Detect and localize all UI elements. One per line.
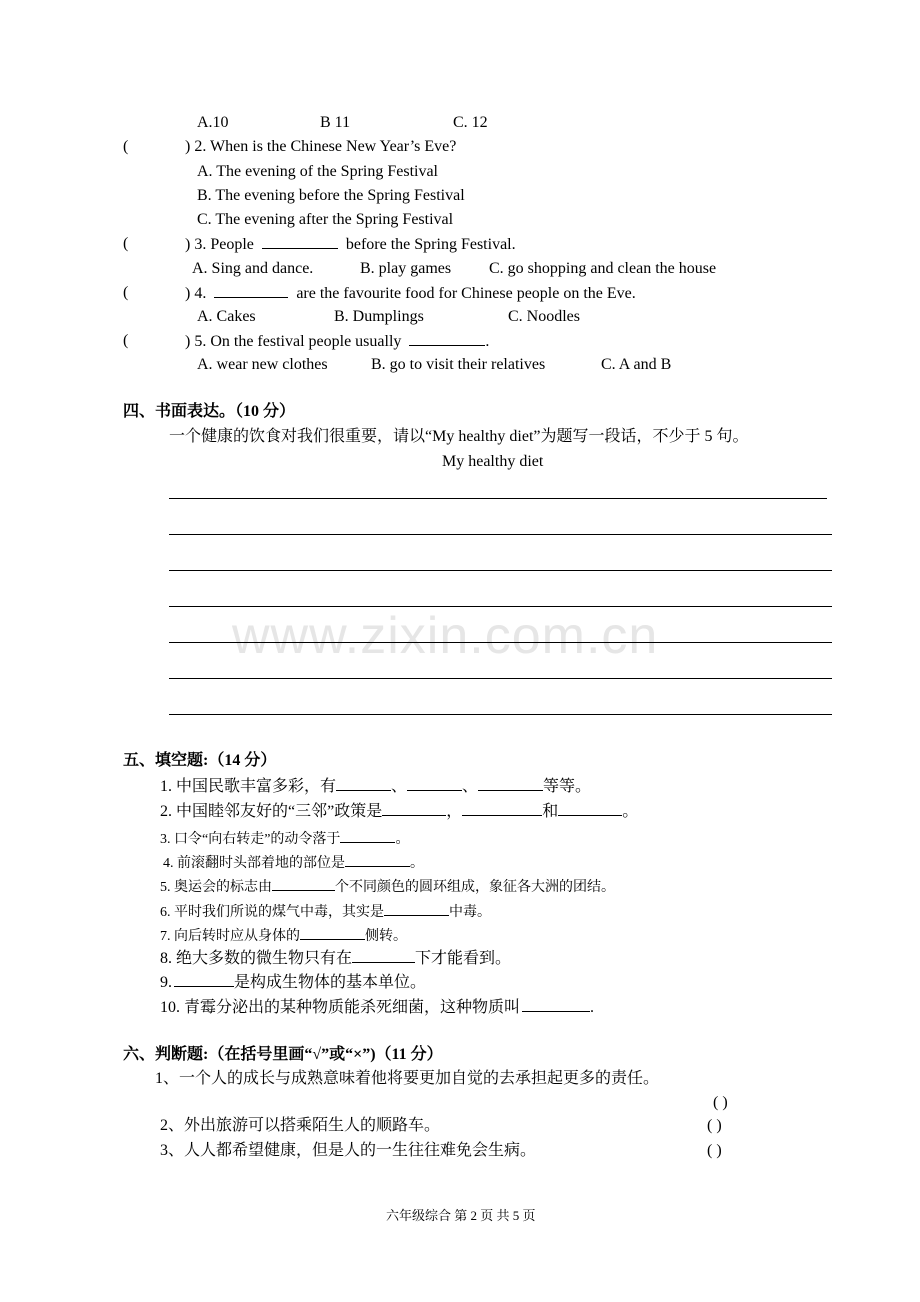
fill-text: 是构成生物体的基本单位。 bbox=[234, 974, 427, 991]
q4-answer-paren: ( bbox=[123, 284, 129, 301]
q3-blank[interactable] bbox=[262, 234, 338, 249]
essay-title: My healthy diet bbox=[442, 453, 544, 470]
q5-text-after: . bbox=[485, 333, 490, 350]
fill-blank[interactable] bbox=[478, 776, 543, 791]
q5-answer-paren: ( bbox=[123, 332, 129, 349]
fill-blank[interactable] bbox=[352, 948, 415, 963]
fill-text: 。 bbox=[622, 803, 639, 820]
fill-text: ， bbox=[446, 803, 463, 820]
fill-text: 8. 绝大多数的微生物只有在 bbox=[160, 950, 353, 967]
q3-option-b: B. play games bbox=[360, 260, 452, 277]
fill-text: 等等。 bbox=[543, 778, 592, 795]
fill-item-8 bbox=[160, 948, 511, 969]
judge-item-1: 1、一个人的成长与成熟意味着他将要更加自觉的去承担起更多的责任。 bbox=[155, 1070, 660, 1087]
fill-item-7 bbox=[160, 925, 407, 947]
judge-item-3: 3、人人都希望健康，但是人的一生往往难免会生病。 bbox=[160, 1142, 537, 1159]
q4-option-b: B. Dumplings bbox=[334, 308, 424, 325]
q5-option-b: B. go to visit their relatives bbox=[371, 356, 546, 373]
fill-text: 4. 前滚翻时头部着地的部位是 bbox=[163, 856, 345, 871]
fill-text: 个不同颜色的圆环组成，象征各大洲的团结。 bbox=[335, 880, 615, 895]
writing-line[interactable] bbox=[169, 714, 832, 715]
fill-blank[interactable] bbox=[522, 997, 590, 1012]
fill-text: 。 bbox=[410, 856, 424, 871]
fill-item-2 bbox=[160, 801, 638, 822]
watermark: www.zixin.com.cn bbox=[232, 607, 659, 665]
q4-text bbox=[185, 283, 636, 304]
fill-blank[interactable] bbox=[300, 925, 365, 940]
judge-answer-3[interactable]: ( ) bbox=[707, 1142, 722, 1159]
q3-text-after: before the Spring Festival. bbox=[345, 236, 516, 253]
q3-text bbox=[185, 234, 516, 255]
fill-item-10 bbox=[160, 997, 594, 1018]
q1-option-c: C. 12 bbox=[453, 114, 488, 131]
q4-option-c: C. Noodles bbox=[508, 308, 580, 325]
writing-line[interactable] bbox=[169, 678, 832, 679]
fill-item-6 bbox=[160, 901, 491, 923]
fill-blank[interactable] bbox=[407, 776, 462, 791]
section6-heading: 六、判断题:（在括号里画“√”或“×”)（11 分） bbox=[123, 1046, 443, 1063]
fill-blank[interactable] bbox=[336, 776, 391, 791]
fill-text: 1. 中国民歌丰富多彩，有 bbox=[160, 778, 337, 795]
fill-item-3 bbox=[160, 828, 409, 850]
page-footer: 六年级综合 第 2 页 共 5 页 bbox=[386, 1208, 536, 1223]
fill-item-9 bbox=[160, 972, 426, 993]
fill-blank[interactable] bbox=[462, 801, 542, 816]
section5-heading: 五、填空题:（14 分） bbox=[123, 752, 277, 769]
fill-blank[interactable] bbox=[272, 876, 335, 891]
fill-blank[interactable] bbox=[382, 801, 446, 816]
q1-option-b: B 11 bbox=[320, 114, 351, 131]
q5-option-c: C. A and B bbox=[601, 356, 672, 373]
q4-option-a: A. Cakes bbox=[197, 308, 256, 325]
q3-option-c: C. go shopping and clean the house bbox=[489, 260, 717, 277]
fill-item-1 bbox=[160, 776, 591, 797]
q5-text bbox=[185, 331, 489, 352]
q2-answer-paren: ( bbox=[123, 138, 129, 155]
q4-text-before: ) 4. bbox=[185, 285, 207, 302]
fill-text: . bbox=[590, 999, 595, 1016]
fill-text: 、 bbox=[462, 778, 479, 795]
writing-line[interactable] bbox=[169, 534, 832, 535]
q4-text-after: are the favourite food for Chinese people on the Eve. bbox=[296, 285, 636, 302]
writing-line[interactable] bbox=[169, 498, 827, 499]
fill-text: 7. 向后转时应从身体的 bbox=[160, 929, 300, 944]
fill-blank[interactable] bbox=[340, 828, 395, 843]
fill-text: 10. 青霉分泌出的某种物质能杀死细菌，这种物质叫 bbox=[160, 999, 521, 1016]
fill-text: 。 bbox=[395, 832, 410, 847]
fill-text: 中毒。 bbox=[449, 905, 491, 920]
fill-blank[interactable] bbox=[174, 972, 234, 987]
writing-line[interactable] bbox=[169, 642, 832, 643]
q5-option-a: A. wear new clothes bbox=[197, 356, 328, 373]
q2-text: ) 2. When is the Chinese New Year’s Eve? bbox=[185, 138, 457, 155]
q3-answer-paren: ( bbox=[123, 235, 129, 252]
section4-heading: 四、书面表达。（10 分） bbox=[123, 403, 296, 420]
fill-text: 5. 奥运会的标志由 bbox=[160, 880, 272, 895]
q2-option-a: A. The evening of the Spring Festival bbox=[197, 163, 438, 180]
fill-text: 和 bbox=[542, 803, 559, 820]
fill-blank[interactable] bbox=[558, 801, 622, 816]
fill-text: 9. bbox=[160, 974, 172, 991]
q2-option-c: C. The evening after the Spring Festival bbox=[197, 211, 454, 228]
fill-text: 下才能看到。 bbox=[415, 950, 512, 967]
q1-option-a: A.10 bbox=[197, 114, 229, 131]
q3-option-a: A. Sing and dance. bbox=[192, 260, 314, 277]
q5-blank[interactable] bbox=[409, 331, 485, 346]
fill-blank[interactable] bbox=[345, 852, 410, 867]
q4-blank[interactable] bbox=[214, 283, 288, 298]
fill-text: 、 bbox=[391, 778, 408, 795]
fill-text: 3. 口令“向右转走”的动令落于 bbox=[160, 832, 341, 847]
writing-line[interactable] bbox=[169, 570, 832, 571]
judge-item-2: 2、外出旅游可以搭乘陌生人的顺路车。 bbox=[160, 1117, 441, 1134]
fill-item-4 bbox=[163, 852, 424, 874]
q3-text-before: ) 3. People bbox=[185, 236, 254, 253]
q5-text-before: ) 5. On the festival people usually bbox=[185, 333, 402, 350]
judge-answer-2[interactable]: ( ) bbox=[707, 1117, 722, 1134]
judge-answer-1[interactable]: ( ) bbox=[713, 1094, 728, 1111]
fill-text: 侧转。 bbox=[365, 929, 407, 944]
fill-text: 2. 中国睦邻友好的“三邻”政策是 bbox=[160, 803, 383, 820]
section4-instruction: 一个健康的饮食对我们很重要，请以“My healthy diet”为题写一段话，不少于 5 句。 bbox=[169, 428, 749, 445]
fill-item-5 bbox=[160, 876, 615, 898]
fill-blank[interactable] bbox=[384, 901, 449, 916]
fill-text: 6. 平时我们所说的煤气中毒，其实是 bbox=[160, 905, 384, 920]
q2-option-b: B. The evening before the Spring Festival bbox=[197, 187, 465, 204]
writing-line[interactable] bbox=[169, 606, 832, 607]
